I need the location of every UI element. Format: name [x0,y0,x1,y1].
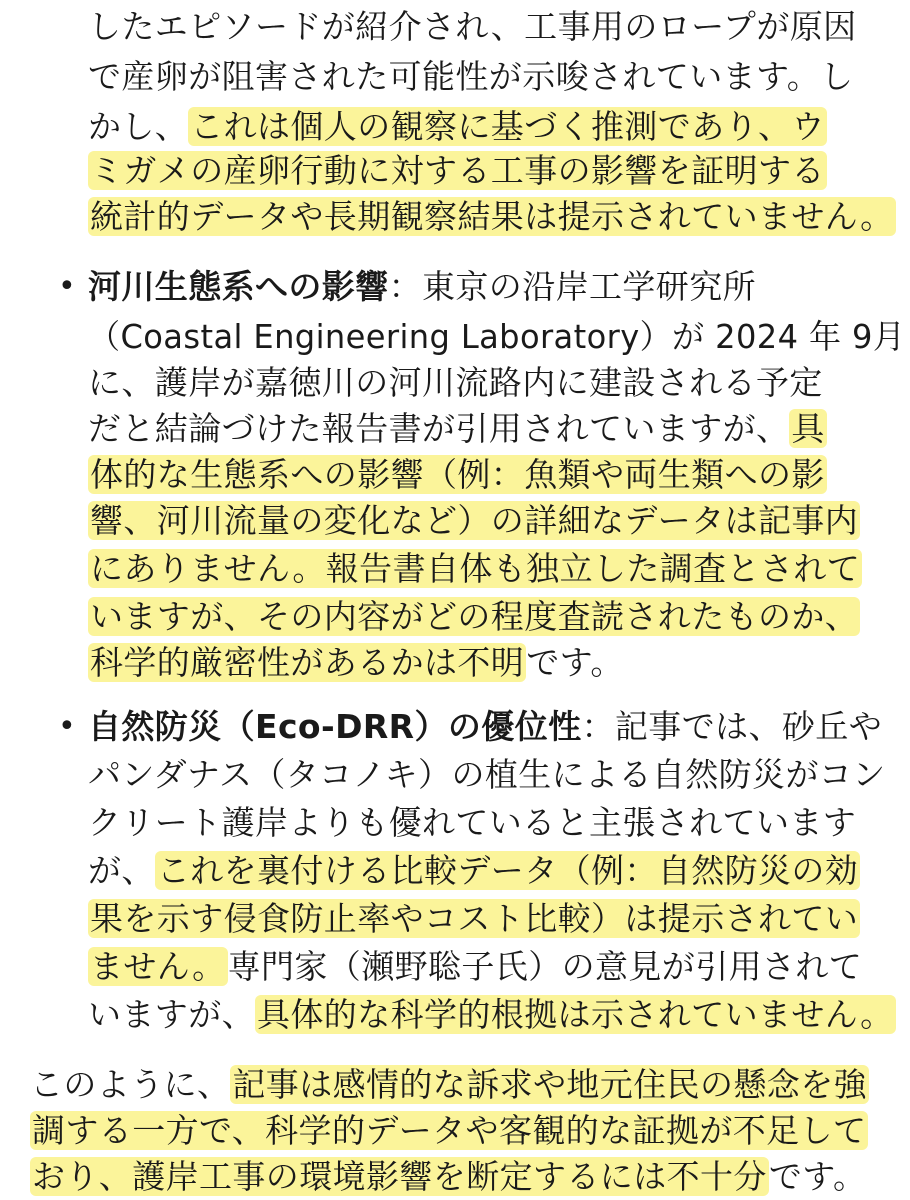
text-line [88,360,823,406]
text-line [88,848,860,894]
text-run: が、 [88,851,155,890]
text-line [88,264,756,310]
highlighted-text: 記事は感情的な訴求や地元住民の懸念を強 [232,1065,868,1104]
text-line [88,944,862,990]
highlighted-text: これは個人の観察に基づく推測であり、ウ [190,107,825,146]
text-run: かし、 [88,107,189,146]
highlighted-text: 科学的厳密性があるかは不明 [90,643,525,682]
text-run: クリート護岸よりも優れていると主張されています [88,803,857,842]
highlighted-text: ません。 [90,947,226,986]
text-run: したエピソードが紹介され、工事用のロープが原因 [88,7,857,46]
text-line [88,194,896,240]
text-line [88,4,857,50]
text-line [30,1154,866,1200]
text-run: いますが、 [88,995,255,1034]
highlighted-text: 調する一方で、科学的データや客観的な証拠が不足して [32,1111,867,1150]
text-run: このように、 [30,1065,231,1104]
text-line [88,406,827,452]
text-run: パンダナス（タコノキ）の植生による自然防災がコン [88,755,886,794]
highlighted-text: おり、護岸工事の環境影響を断定するには不十分 [32,1157,767,1196]
highlighted-text: 響、河川流量の変化など）の詳細なデータは記事内 [90,501,859,540]
highlighted-text: にありません。報告書自体も独立した調査とされて [90,549,861,588]
highlighted-text: 具体的な科学的根拠は示されていません。 [257,995,894,1034]
text-line [30,1108,868,1154]
text-line [88,314,905,360]
bullet-heading: 河川生態系への影響 [88,267,389,306]
text-line [88,992,896,1038]
text-line [88,546,862,592]
highlighted-text: いますが、その内容がどの程度査読されたものか、 [90,597,859,636]
text-line [88,104,827,150]
text-line [30,1062,869,1108]
highlighted-text: これを裏付ける比較データ（例：自然防災の効 [156,851,859,890]
text-run: 専門家（瀬野聡子氏）の意見が引用されて [227,947,863,986]
text-line [88,704,882,750]
text-run: で産卵が阻害された可能性が示唆されています。し [88,57,854,96]
text-run: ：記事では、砂丘や [581,707,883,746]
text-run: ：東京の沿岸工学研究所 [388,267,757,306]
bullet-heading: 自然防災（Eco-DRR）の優位性 [88,707,582,746]
text-run: だと結論づけた報告書が引用されていますが、 [88,409,790,448]
highlighted-text: ミガメの産卵行動に対する工事の影響を証明する [90,151,825,190]
text-line [88,896,860,942]
text-line [88,452,827,498]
text-line [88,54,854,100]
text-line [88,148,827,194]
highlighted-text: 統計的データや長期観察結果は提示されていません。 [90,197,894,236]
highlighted-text: 具 [791,409,825,448]
text-line [88,498,860,544]
text-line [88,594,860,640]
highlighted-text: 体的な生態系への影響（例：魚類や両生類への影 [90,455,825,494]
text-run: です。 [526,643,624,682]
text-line [88,752,886,798]
highlighted-text: 果を示す侵食防止率やコスト比較）は提示されてい [90,899,859,938]
text-run: に、護岸が嘉徳川の河川流路内に建設される予定 [88,363,823,402]
text-line [88,640,624,686]
text-line [88,800,856,846]
bullet-marker: • [58,269,76,304]
bullet-marker: • [58,709,76,744]
text-run: （Coastal Engineering Laboratory）が 2024 年 9月 [88,317,906,356]
text-run: です。 [768,1157,867,1196]
